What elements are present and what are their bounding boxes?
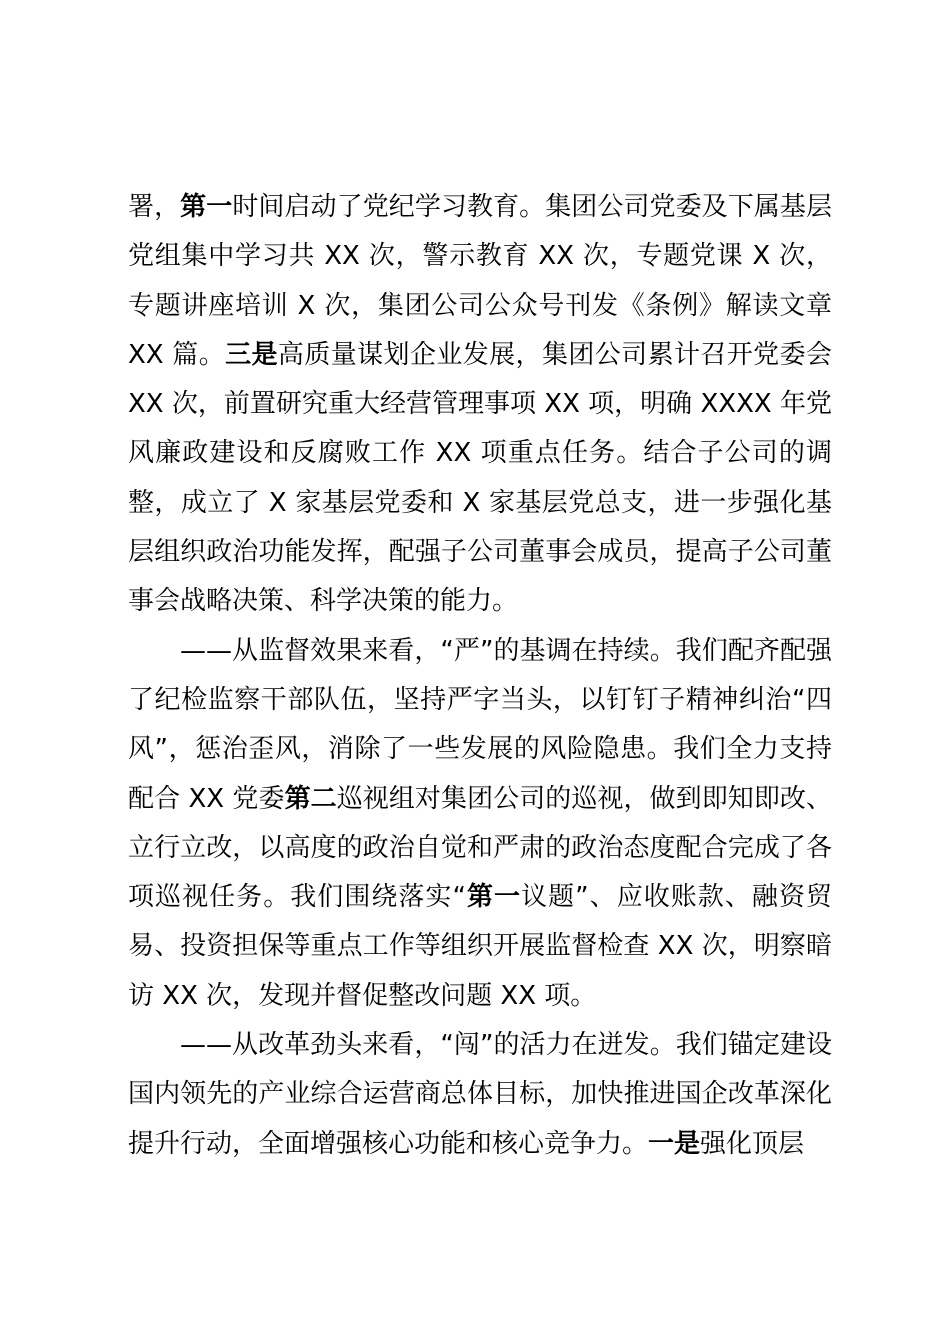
text-run: 高质量谋划企业发展，集团公司累计召开党委会 XX 次，前置研究重大经营管理事项 XX 项，明确 XXXX 年党风廉政建设和反腐败工作 XX 项重点任务。结合子公司的调整，成立了 X 家基层党委和 X 家基层党总支，进一步强化基层组织政治功能发挥，配强子公司董事会成员，提高子公司董事会战略决策、科学决策的能力。	[128, 339, 832, 617]
text-run: 署，	[128, 192, 181, 222]
document-body	[128, 183, 832, 1169]
paragraph-1	[128, 183, 832, 627]
emphasis-text: 第一	[180, 192, 233, 222]
text-run: 强化顶层	[700, 1128, 805, 1159]
emphasis-text: 第一	[465, 882, 522, 913]
paragraph-2	[128, 627, 832, 1021]
emphasis-text: 第二	[284, 783, 337, 814]
paragraph-3	[128, 1021, 832, 1169]
text-run: ——从改革劲头来看，“闯”的活力在迸发。我们锚定建设国内领先的产业综合运营商总体目标，加快推进国企改革深化提升行动，全面增强核心功能和核心竞争力。	[128, 1030, 832, 1159]
emphasis-text: 一是	[648, 1128, 701, 1159]
emphasis-text: 三是	[225, 339, 278, 370]
text-run: 议题”、应收账款、融资贸易、投资担保等重点工作等组织开展监督检查 XX 次，明察暗访 XX 次，发现并督促整改问题 XX 项。	[128, 882, 832, 1011]
text-run: 巡视组对集团公司的巡视，做到即知即改、立行立改，以高度的政治自觉和严肃的政治态度配合完成了各项巡视任务。我们围绕落实“	[128, 783, 832, 913]
text-run: 时间启动了党纪学习教育。集团公司党委及下属基层党组集中学习共 XX 次，警示教育 XX 次，专题党课 X 次，专题讲座培训 X 次，集团公司公众号刊发《条例》解读文章 XX 篇。	[128, 192, 832, 370]
text-run: ——从监督效果来看，“严”的基调在持续。我们配齐配强了纪检监察干部队伍，坚持严字当头，以钉钉子精神纠治“四风”，惩治歪风，消除了一些发展的风险隐患。我们全力支持配合 XX 党委	[128, 635, 832, 814]
